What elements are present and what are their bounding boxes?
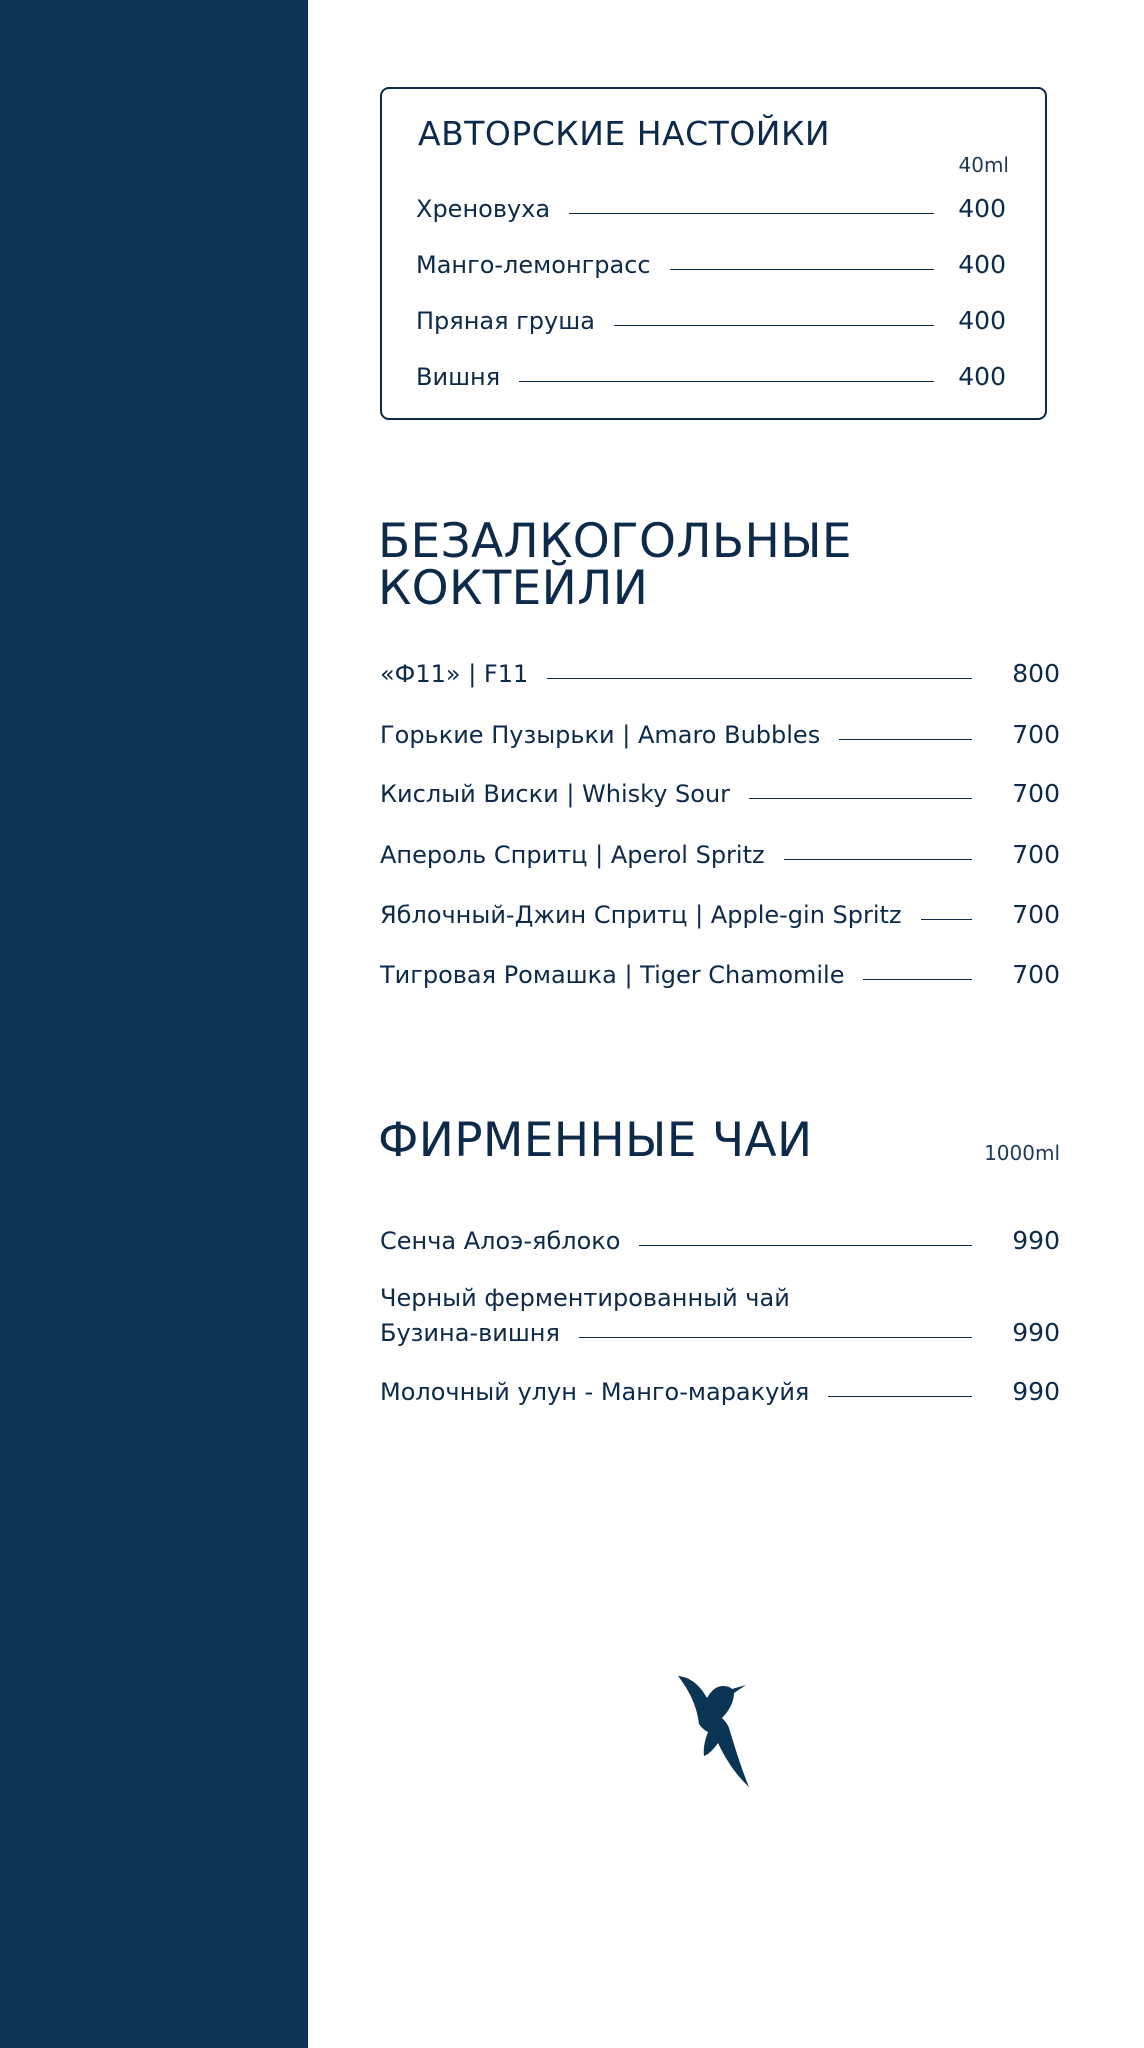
menu-item xyxy=(380,960,1060,989)
menu-item-price: 990 xyxy=(1012,1377,1060,1406)
menu-item xyxy=(380,1226,1060,1255)
menu-item-price: 990 xyxy=(1012,1318,1060,1347)
menu-item-name: Горькие Пузырьки | Amaro Bubbles xyxy=(380,721,821,749)
leader-line xyxy=(839,739,972,740)
menu-item-name: Манго-лемонграсс xyxy=(416,251,651,279)
menu-item xyxy=(416,306,1006,335)
mocktails-title-line1: БЕЗАЛКОГОЛЬНЫЕ xyxy=(378,514,852,569)
menu-item-price: 800 xyxy=(1012,659,1060,688)
leader-line xyxy=(579,1337,972,1338)
menu-item-price: 700 xyxy=(1012,960,1060,989)
leader-line xyxy=(863,979,972,980)
mocktails-title xyxy=(378,514,852,616)
menu-item-price: 400 xyxy=(958,362,1006,391)
menu-item-name: Апероль Спритц | Aperol Spritz xyxy=(380,841,765,869)
leader-line xyxy=(921,919,972,920)
menu-item-name: Молочный улун - Манго-маракуйя xyxy=(380,1378,810,1406)
leader-line xyxy=(569,213,934,214)
menu-item xyxy=(416,362,1006,391)
menu-item-price: 700 xyxy=(1012,900,1060,929)
teas-title xyxy=(378,1113,813,1168)
menu-item xyxy=(416,250,1006,279)
menu-item-price: 400 xyxy=(958,306,1006,335)
mocktails-title-line2: КОКТЕЙЛИ xyxy=(378,561,649,616)
teas-title-text: ФИРМЕННЫЕ ЧАИ xyxy=(378,1113,813,1168)
menu-item-price: 700 xyxy=(1012,840,1060,869)
menu-item-name: Сенча Алоэ-яблоко xyxy=(380,1227,621,1255)
menu-item xyxy=(416,194,1006,223)
menu-item-price: 400 xyxy=(958,194,1006,223)
menu-item xyxy=(380,840,1060,869)
tinctures-title: АВТОРСКИЕ НАСТОЙКИ xyxy=(418,114,831,153)
menu-item-price: 700 xyxy=(1012,779,1060,808)
leader-line xyxy=(614,325,934,326)
menu-item-name: Пряная груша xyxy=(416,307,595,335)
leader-line xyxy=(749,798,972,799)
menu-item xyxy=(380,900,1060,929)
bird-icon xyxy=(676,1670,760,1790)
leader-line xyxy=(784,859,972,860)
menu-item xyxy=(380,720,1060,749)
menu-item-name: «Ф11» | F11 xyxy=(380,660,529,688)
menu-item-price: 990 xyxy=(1012,1226,1060,1255)
leader-line xyxy=(670,269,934,270)
menu-item-price: 700 xyxy=(1012,720,1060,749)
menu-item xyxy=(380,659,1060,688)
tinctures-box xyxy=(380,87,1047,420)
menu-item-price: 400 xyxy=(958,250,1006,279)
menu-item-name-line1: Черный ферментированный чай xyxy=(380,1284,790,1312)
menu-item-name: Кислый Виски | Whisky Sour xyxy=(380,780,731,808)
leader-line xyxy=(639,1245,972,1246)
menu-item xyxy=(380,1377,1060,1406)
leader-line xyxy=(828,1396,972,1397)
menu-item xyxy=(380,1318,1060,1347)
menu-item xyxy=(380,779,1060,808)
menu-item-name: Яблочный-Джин Спритц | Apple-gin Spritz xyxy=(380,901,902,929)
leader-line xyxy=(519,381,934,382)
teas-volume: 1000ml xyxy=(984,1141,1060,1165)
side-color-band xyxy=(0,0,308,2048)
tinctures-volume: 40ml xyxy=(958,153,1009,177)
menu-item-name: Хреновуха xyxy=(416,195,551,223)
menu-item-name: Тигровая Ромашка | Tiger Chamomile xyxy=(380,961,845,989)
leader-line xyxy=(547,678,972,679)
menu-item-name: Вишня xyxy=(416,363,501,391)
menu-item-name: Бузина-вишня xyxy=(380,1319,560,1347)
